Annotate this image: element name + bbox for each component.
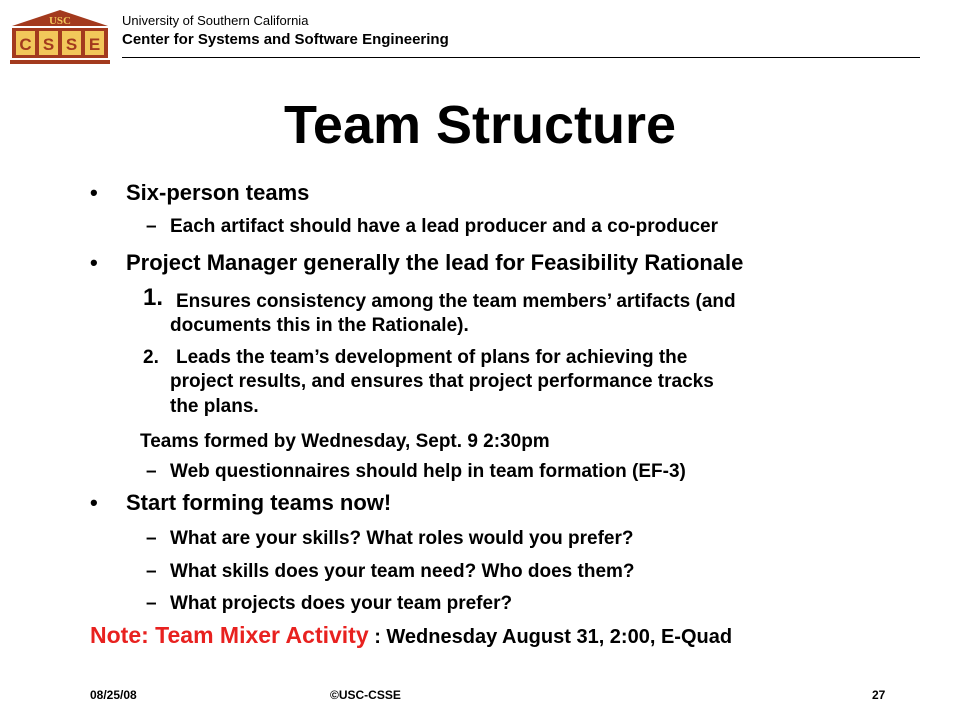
dash-marker: – [146, 528, 157, 549]
dept-name: Center for Systems and Software Engineering [122, 31, 449, 48]
org-name: University of Southern California [122, 13, 309, 28]
team-mixer-note [90, 622, 732, 649]
bullet-start-forming: Start forming teams now! [126, 490, 392, 515]
sub-projects-preferred: What projects does your team prefer? [170, 593, 513, 614]
item-1-line-1: Ensures consistency among the team members’ artifacts (and [176, 291, 736, 312]
page-title: Team Structure [283, 95, 677, 155]
footer-page-number: 27 [872, 688, 886, 702]
dash-marker: – [146, 461, 157, 482]
usc-csse-logo [8, 8, 112, 68]
header-rule [122, 57, 920, 58]
note-detail: : Wednesday August 31, 2:00, E-Quad [368, 626, 733, 648]
logo-letter-s2: S [65, 35, 78, 54]
bullet-six-person-teams: Six-person teams [126, 180, 310, 205]
sub-web-questionnaires: Web questionnaires should help in team formation (EF-3) [170, 461, 686, 482]
bullet-project-manager: Project Manager generally the lead for Feasibility Rationale [126, 250, 744, 275]
item-2-line-2: project results, and ensures that project performance tracks [170, 371, 714, 392]
footer-date: 08/25/08 [90, 688, 137, 702]
logo-letter-c: C [19, 35, 32, 54]
bullet-marker: • [90, 250, 98, 275]
bullet-marker: • [90, 490, 98, 515]
sub-team-needs: What skills does your team need? Who does them? [170, 561, 635, 582]
item-1-number: 1. [143, 284, 164, 311]
sub-your-skills: What are your skills? What roles would you prefer? [170, 528, 634, 549]
sub-lead-producer: Each artifact should have a lead producer and a co-producer [170, 216, 718, 237]
teams-formed-deadline: Teams formed by Wednesday, Sept. 9 2:30pm [140, 431, 550, 452]
footer-copyright: ©USC-CSSE [330, 688, 401, 702]
logo-letter-e: E [88, 35, 101, 54]
logo-usc-text: USC [48, 15, 72, 27]
item-2-line-1: Leads the team’s development of plans for achieving the [176, 347, 688, 368]
dash-marker: – [146, 561, 157, 582]
dash-marker: – [146, 216, 157, 237]
item-2-line-3: the plans. [170, 396, 259, 417]
item-2-number: 2. [143, 347, 159, 368]
bullet-marker: • [90, 180, 98, 205]
item-1-line-2: documents this in the Rationale). [170, 315, 469, 336]
dash-marker: – [146, 593, 157, 614]
note-label: Note: Team Mixer Activity [90, 622, 369, 648]
logo-base [10, 60, 110, 64]
logo-letter-s1: S [42, 35, 55, 54]
